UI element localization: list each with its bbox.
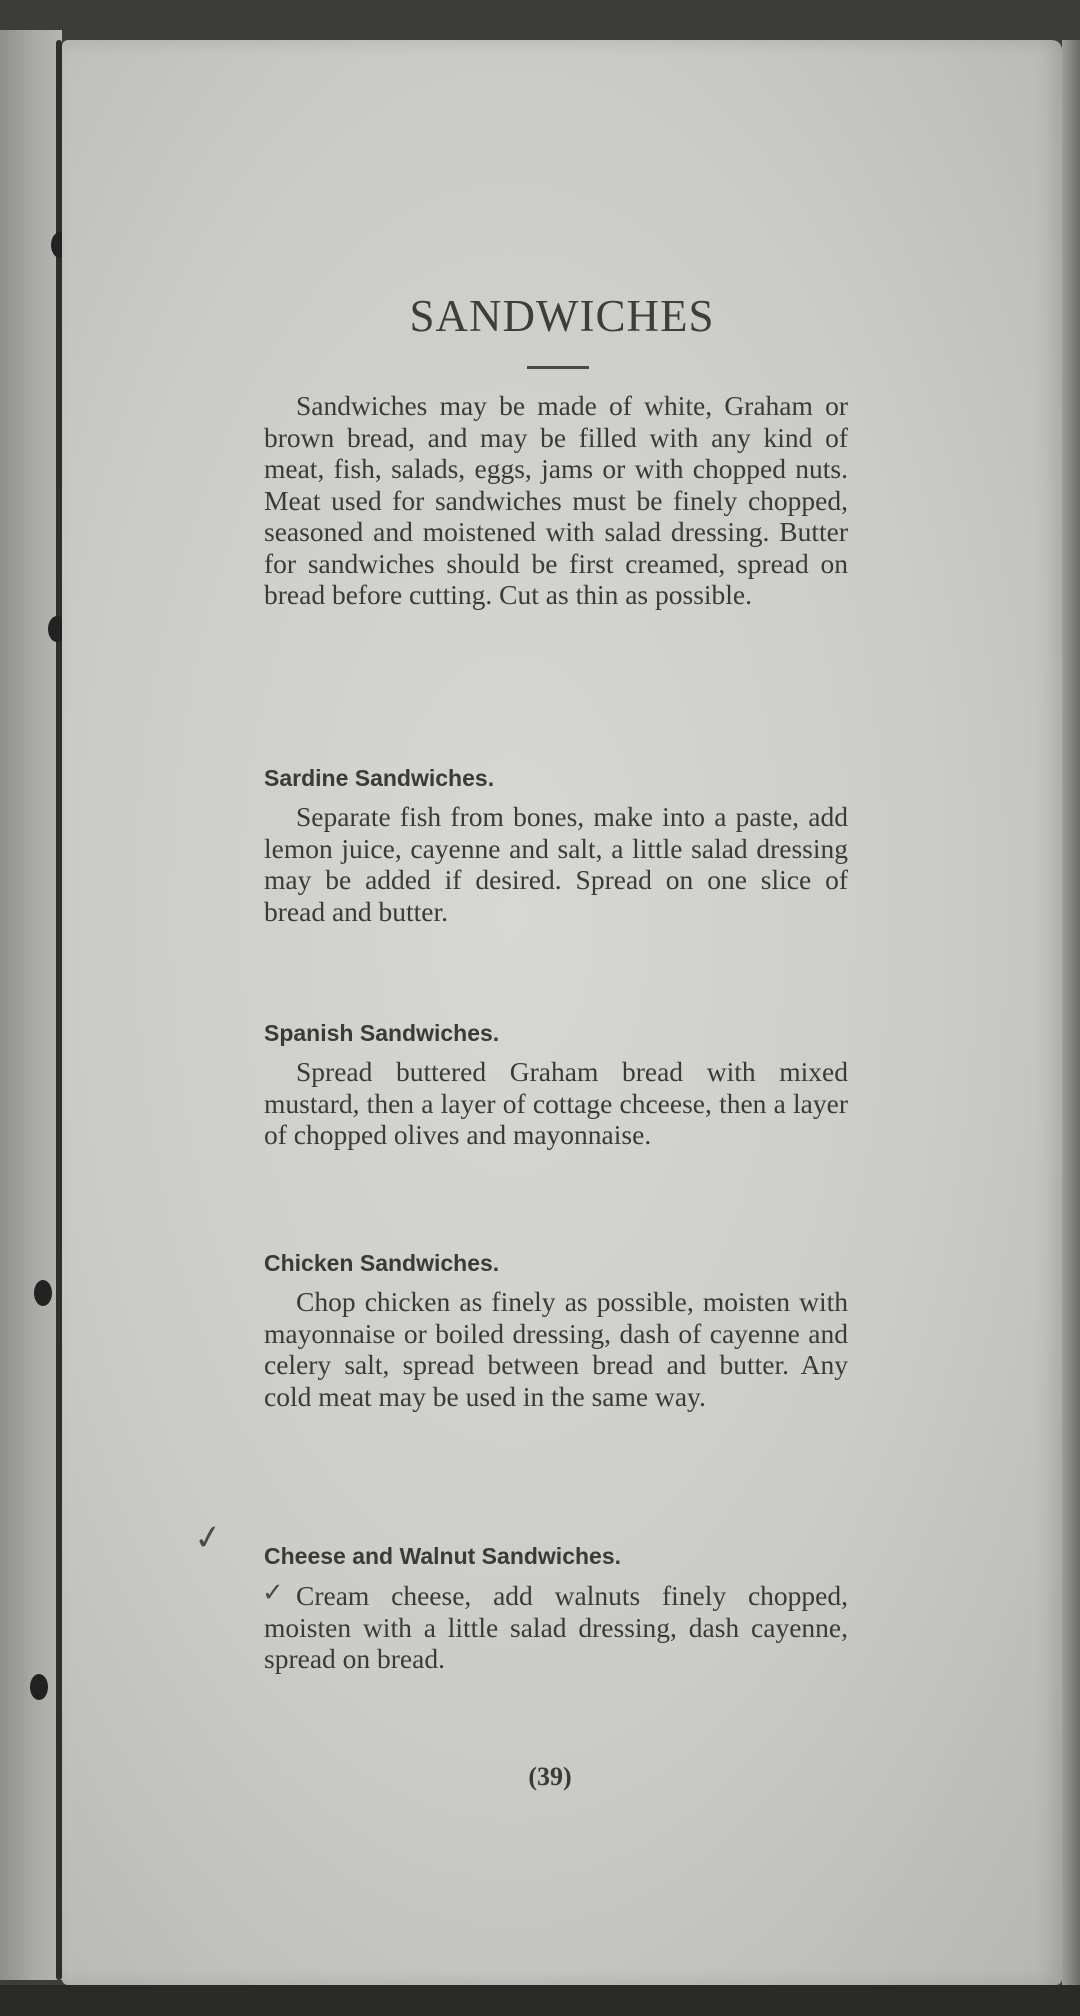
recipe-heading-cheese-walnut: Cheese and Walnut Sandwiches. [264, 1543, 622, 1569]
recipe-text-sardine: Separate fish from bones, make into a paste, add lemon juice, cayenne and salt, a little salad dressing may be added if desired. Spread on one slice of bread and butter. [264, 801, 848, 927]
binding-stitch [30, 1674, 48, 1700]
recipe-heading-spanish: Spanish Sandwiches. [264, 1020, 500, 1046]
recipe-heading-sardine: Sardine Sandwiches. [264, 765, 495, 791]
page-number: (39) [528, 1762, 572, 1791]
page-right-edge [1062, 40, 1080, 1985]
scan-bottom-border [0, 1985, 1080, 2016]
page-title: SANDWICHES [409, 291, 715, 341]
pencil-check-mark-icon: ✓ [191, 1516, 226, 1560]
recipe-text-spanish: Spread buttered Graham bread with mixed mustard, then a layer of cottage chceese, then a layer of chopped olives and mayonnaise. [264, 1056, 848, 1150]
intro-paragraph: Sandwiches may be made of white, Graham or brown bread, and may be filled with any kind of meat, fish, salads, eggs, jams or with chopped nuts. Meat used for sandwiches must be finely chopped, seasoned and moistened with salad dressing. Butter for sandwiches should be first creamed, spread on bread before cutting. Cut as thin as possible. [264, 390, 848, 610]
recipe-heading-chicken: Chicken Sandwiches. [264, 1250, 500, 1276]
recipe-text-cheese-walnut: Cream cheese, add walnuts finely chopped, moisten with a little salad dressing, dash cayenne, spread on bread. [264, 1580, 848, 1674]
binding-stitch [34, 1280, 52, 1306]
recipe-text-chicken: Chop chicken as finely as possible, moisten with mayonnaise or boiled dressing, dash of cayenne and celery salt, spread between bread and butter. Any cold meat may be used in the same way. [264, 1286, 848, 1412]
pencil-check-mark-icon: ✓ [262, 1578, 284, 1608]
title-divider [527, 366, 589, 369]
